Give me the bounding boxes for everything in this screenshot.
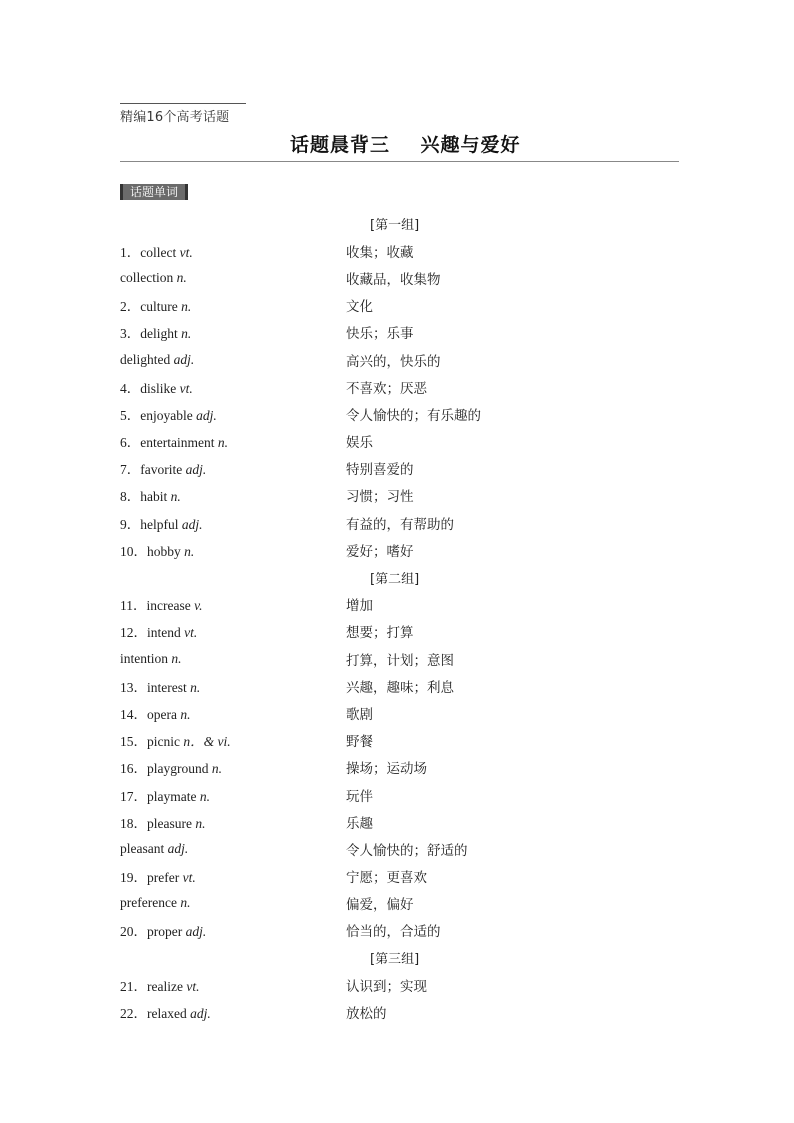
vocab-headword: intention	[120, 650, 172, 666]
vocab-word	[120, 757, 346, 777]
vocab-row	[120, 917, 680, 944]
vocab-word	[120, 513, 346, 533]
vocab-word	[120, 895, 346, 911]
vocab-meaning: 宁愿；更喜欢	[346, 870, 427, 887]
vocab-word	[120, 730, 346, 750]
part-of-speech: n.	[176, 269, 187, 285]
vocab-row	[120, 455, 680, 482]
vocab-headword: 11．increase	[120, 598, 195, 614]
part-of-speech: n.	[180, 895, 191, 911]
vocab-meaning: 习惯；习性	[346, 489, 414, 506]
vocab-headword: 21．realize	[120, 978, 187, 994]
vocab-word	[120, 975, 346, 995]
vocab-row	[120, 400, 680, 427]
vocab-row	[120, 536, 680, 563]
vocab-meaning: 偏爱，偏好	[346, 897, 414, 914]
vocab-word	[120, 270, 346, 286]
vocab-word	[120, 322, 346, 342]
vocab-meaning: 想要；打算	[346, 625, 414, 642]
part-of-speech: adj.	[196, 407, 217, 423]
vocab-meaning: 收集；收藏	[346, 244, 414, 261]
vocab-row	[120, 264, 680, 291]
part-of-speech: n.	[170, 489, 181, 505]
part-of-speech: vt.	[179, 244, 193, 260]
part-of-speech: n.	[171, 650, 182, 666]
part-of-speech: n.	[181, 326, 192, 342]
vocab-headword: 12．intend	[120, 625, 185, 641]
group-heading	[120, 563, 680, 590]
vocab-meaning: 令人愉快的；有乐趣的	[346, 407, 481, 424]
vocab-word	[120, 812, 346, 832]
vocab-row	[120, 699, 680, 726]
vocab-word	[120, 594, 346, 614]
part-of-speech: n.	[180, 706, 191, 722]
vocab-word	[120, 651, 346, 667]
vocab-word	[120, 352, 346, 368]
vocab-headword: 7．favorite	[120, 462, 186, 478]
vocabulary-list	[120, 210, 680, 1026]
page-title: 话题晨背三 兴趣与爱好	[290, 134, 521, 156]
part-of-speech: vt.	[179, 380, 193, 396]
part-of-speech: adj.	[181, 516, 203, 532]
vocab-headword: pleasant	[120, 840, 168, 856]
vocab-meaning: 增加	[346, 598, 373, 615]
vocab-row	[120, 808, 680, 835]
section-tag: 话题单词	[120, 184, 188, 200]
vocab-meaning: 爱好；嗜好	[346, 543, 414, 560]
vocab-row	[120, 428, 680, 455]
vocab-word	[120, 703, 346, 723]
vocab-row	[120, 645, 680, 672]
vocab-meaning: 歌剧	[346, 706, 373, 723]
vocab-row	[120, 346, 680, 373]
part-of-speech: vt.	[184, 625, 198, 641]
vocab-word	[120, 676, 346, 696]
vocab-row	[120, 672, 680, 699]
vocab-headword: 13．interest	[120, 679, 191, 695]
vocab-row	[120, 618, 680, 645]
vocab-headword: collection	[120, 269, 177, 285]
vocab-row	[120, 237, 680, 264]
vocab-word	[120, 785, 346, 805]
part-of-speech: adj.	[173, 351, 195, 367]
vocab-row	[120, 890, 680, 917]
vocab-headword: 5．enjoyable	[120, 407, 197, 423]
part-of-speech: n.	[217, 435, 228, 451]
part-of-speech: n.	[184, 543, 195, 559]
vocab-meaning: 高兴的，快乐的	[346, 353, 441, 370]
vocab-meaning: 令人愉快的；舒适的	[346, 842, 468, 859]
part-of-speech: adj.	[185, 924, 207, 940]
vocab-headword: delighted	[120, 351, 174, 367]
vocab-meaning: 兴趣，趣味；利息	[346, 679, 454, 696]
series-label-rule	[120, 103, 246, 104]
vocab-word	[120, 295, 346, 315]
group-label: [第二组]	[370, 571, 420, 587]
vocab-word	[120, 404, 346, 424]
series-label: 精编16个高考话题	[120, 110, 230, 125]
vocab-word	[120, 485, 346, 505]
part-of-speech: n.	[181, 299, 192, 315]
group-label: [第三组]	[370, 952, 420, 968]
vocab-row	[120, 781, 680, 808]
vocab-headword: 19．prefer	[120, 870, 183, 886]
part-of-speech: n.	[199, 788, 210, 804]
vocab-row	[120, 292, 680, 319]
vocab-word	[120, 458, 346, 478]
vocab-meaning: 操场；运动场	[346, 761, 427, 778]
vocab-meaning: 特别喜爱的	[346, 462, 414, 479]
vocab-word	[120, 377, 346, 397]
vocab-headword: 1．collect	[120, 244, 180, 260]
vocab-headword: 18．pleasure	[120, 815, 196, 831]
vocab-meaning: 快乐；乐事	[346, 326, 414, 343]
vocab-meaning: 打算，计划；意图	[346, 652, 454, 669]
vocab-row	[120, 319, 680, 346]
vocab-meaning: 有益的，有帮助的	[346, 516, 454, 533]
vocab-row	[120, 509, 680, 536]
part-of-speech: vt.	[182, 870, 196, 886]
vocab-row	[120, 971, 680, 998]
group-label: [第一组]	[370, 218, 420, 234]
vocab-headword: preference	[120, 895, 181, 911]
vocab-meaning: 娱乐	[346, 435, 373, 452]
vocab-headword: 9．helpful	[120, 516, 182, 532]
vocab-row	[120, 998, 680, 1025]
vocab-headword: 14．opera	[120, 706, 181, 722]
vocab-meaning: 恰当的，合适的	[346, 924, 441, 941]
part-of-speech: vt.	[186, 978, 200, 994]
part-of-speech: n．& vi.	[183, 734, 231, 750]
vocab-word	[120, 920, 346, 940]
vocab-row	[120, 835, 680, 862]
vocab-headword: 22．relaxed	[120, 1006, 191, 1022]
vocab-word	[120, 1002, 346, 1022]
part-of-speech: adj.	[190, 1006, 211, 1022]
vocab-meaning: 不喜欢；厌恶	[346, 380, 427, 397]
vocab-headword: 20．proper	[120, 924, 186, 940]
vocab-row	[120, 754, 680, 781]
vocab-row	[120, 373, 680, 400]
vocab-word	[120, 866, 346, 886]
vocab-word	[120, 621, 346, 641]
vocab-row	[120, 863, 680, 890]
part-of-speech: n.	[195, 815, 206, 831]
vocab-meaning: 认识到；实现	[346, 978, 427, 995]
vocab-meaning: 放松的	[346, 1006, 387, 1023]
part-of-speech: adj.	[185, 462, 207, 478]
vocab-word	[120, 431, 346, 451]
vocab-headword: 3．delight	[120, 326, 182, 342]
vocab-row	[120, 482, 680, 509]
vocab-headword: 6．entertainment	[120, 435, 218, 451]
vocab-headword: 17．playmate	[120, 788, 200, 804]
vocab-meaning: 文化	[346, 299, 373, 316]
vocab-headword: 10．hobby	[120, 543, 185, 559]
part-of-speech: adj.	[167, 840, 189, 856]
part-of-speech: n.	[211, 761, 222, 777]
vocab-headword: 15．picnic	[120, 734, 184, 750]
group-heading	[120, 944, 680, 971]
vocab-meaning: 收藏品，收集物	[346, 271, 441, 288]
vocab-row	[120, 591, 680, 618]
vocab-word	[120, 540, 346, 560]
group-heading	[120, 210, 680, 237]
vocab-headword: 4．dislike	[120, 380, 180, 396]
vocab-row	[120, 727, 680, 754]
title-divider	[120, 161, 679, 162]
part-of-speech: n.	[190, 679, 201, 695]
vocab-word	[120, 841, 346, 857]
part-of-speech: v.	[194, 598, 203, 614]
vocab-headword: 2．culture	[120, 299, 182, 315]
vocab-meaning: 乐趣	[346, 815, 373, 832]
vocab-word	[120, 241, 346, 261]
vocab-meaning: 玩伴	[346, 788, 373, 805]
vocab-headword: 8．habit	[120, 489, 171, 505]
vocab-meaning: 野餐	[346, 734, 373, 751]
vocab-headword: 16．playground	[120, 761, 212, 777]
